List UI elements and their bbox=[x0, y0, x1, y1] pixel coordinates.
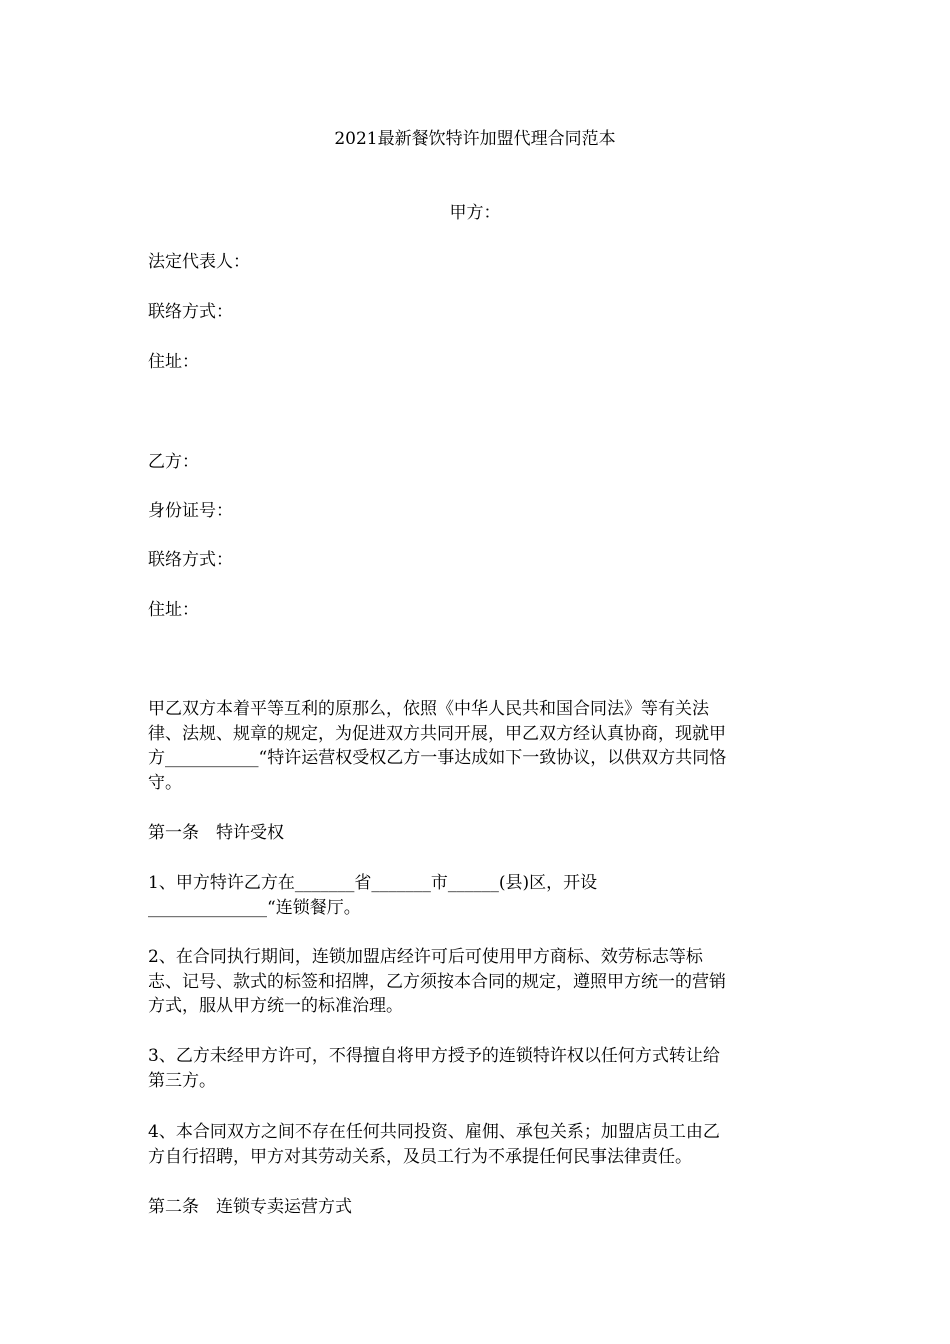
party-a-contact: 联络方式： bbox=[148, 302, 233, 322]
article-1-item-2 bbox=[148, 945, 808, 1019]
article-1-item-4 bbox=[148, 1120, 808, 1169]
item-line: 3、乙方未经甲方许可，不得擅自将甲方授予的连锁特许权以任何方式转让给 bbox=[148, 1046, 720, 1066]
item-line: 方自行招聘，甲方对其劳动关系，及员工行为不承提任何民事法律责任。 bbox=[148, 1146, 692, 1167]
preamble-line: 方___________“特许运营权受权乙方一事达成如下一致协议，以供双方共同恪 bbox=[148, 748, 727, 768]
item-line: 4、本合同双方之间不存在任何共同投资、雇佣、承包关系；加盟店员工由乙 bbox=[148, 1122, 720, 1142]
item-line: 第三方。 bbox=[148, 1070, 216, 1091]
item-line: 志、记号、款式的标签和招牌，乙方须按本合同的规定，遵照甲方统一的营销 bbox=[148, 971, 726, 992]
document-title: 2021最新餐饮特许加盟代理合同范本 bbox=[334, 129, 616, 149]
article-1-item-3 bbox=[148, 1044, 808, 1093]
article-1-item-1 bbox=[148, 871, 808, 920]
preamble-paragraph bbox=[148, 697, 808, 795]
preamble-line: 甲乙双方本着平等互利的原那么，依照《中华人民共和国合同法》等有关法 bbox=[148, 699, 709, 719]
party-b-contact: 联络方式： bbox=[148, 550, 233, 570]
item-line: 1、甲方特许乙方在_______省_______市______(县)区，开设 bbox=[148, 873, 598, 893]
party-b-id-number: 身份证号： bbox=[148, 501, 233, 521]
item-line: 方式，服从甲方统一的标准治理。 bbox=[148, 996, 403, 1016]
party-a-address: 住址： bbox=[148, 352, 199, 372]
party-a-legal-rep: 法定代表人： bbox=[148, 252, 250, 272]
party-b-heading: 乙方： bbox=[148, 452, 199, 472]
item-line: 2、在合同执行期间，连锁加盟店经许可后可使用甲方商标、效劳标志等标 bbox=[148, 947, 703, 967]
preamble-line: 守。 bbox=[148, 772, 182, 793]
article-2-heading: 第二条 连锁专卖运营方式 bbox=[148, 1197, 352, 1217]
preamble-line: 律、法规、规章的规定，为促进双方共同开展，甲乙双方经认真协商，现就甲 bbox=[148, 723, 726, 744]
party-b-address: 住址： bbox=[148, 600, 199, 620]
party-a-heading: 甲方： bbox=[449, 203, 501, 223]
item-line: ______________“连锁餐厅。 bbox=[148, 897, 361, 918]
article-1-heading: 第一条 特许受权 bbox=[148, 823, 284, 843]
